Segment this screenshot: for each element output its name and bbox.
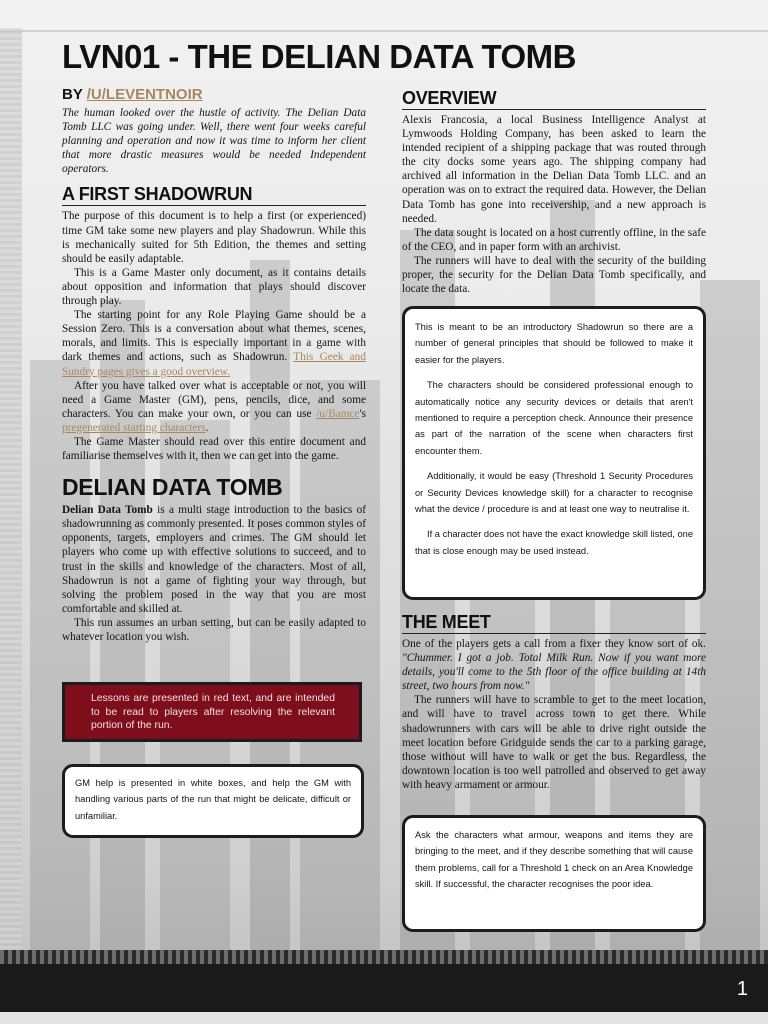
paragraph-text: . — [205, 421, 209, 434]
byline-prefix: BY — [62, 86, 87, 103]
paragraph-text: is a multi stage introduction to the basics of shadowrunning as commonly presented. It poses common styles of opponents, targets, employers and crimes. The GM should let players who come up with effective solutions to succeed, and to trust in the skills and knowledge of the characters. Most of all, Shadowrun is not a game of fighting your way through, but solving the problem posed in the way that you are most comfortable and skilled at. — [62, 504, 366, 615]
bold-title: Delian Data Tomb — [62, 504, 153, 517]
heading-the-meet: THE MEET — [402, 612, 706, 634]
paragraph: The data sought is located on a host currently offline, in the safe of the CEO, and in paper form with an archivist. — [402, 226, 706, 253]
intro-flavor-text: The human looked over the hustle of activity. The Delian Data Tomb LLC was going under. Well, there went four weeks careful planning and operation and now it was time to inform her client that more drastic measures would be needed Independent operators. — [62, 107, 366, 176]
paragraph: The runners will have to scramble to get to the meet location, and will have to travel across town to get there. While shadowrunners with cars will be able to drive right outside the meet location before Gridguide sends the car to a parking garage, those without will have to walk or get the bus. Regardless, the downtown location is too well patrolled and observed to get away with heavy armament or armour. — [402, 694, 706, 791]
paragraph: The Game Master should read over this entire document and familiarise themselves with it, then we can get into the game. — [62, 435, 366, 463]
paragraph-text: One of the players gets a call from a fixer they know sort of ok. — [402, 638, 706, 650]
pregenerated-characters-link[interactable]: pregenerated starting characters — [62, 421, 206, 434]
footer-stripe — [0, 950, 768, 964]
lessons-red-box — [62, 682, 362, 742]
paragraph: The runners will have to deal with the security of the building proper, the security for the Delian Data Tomb specifically, and locate the data. — [402, 254, 706, 296]
heading-overview: OVERVIEW — [402, 88, 706, 110]
gm-box-text: GM help is presented in white boxes, and help the GM with handling various parts of the run that might be delicate, difficult or unfamiliar. — [75, 778, 351, 821]
fixer-quote: "Chummer. I got a job. Total Milk Run. Now if you want more details, you'll come to the 5th floor of the office building at 14th street, two hours from now." — [402, 652, 706, 693]
document-title: LVN01 - THE DELIAN DATA TOMB — [62, 38, 576, 75]
paragraph — [402, 637, 706, 693]
principles-paragraph: The characters should be considered professional enough to automatically notice any security devices or details that aren't mentioned to require a perception check. Announce their presence as part of the narration of the scene when characters first encounter them. — [415, 380, 693, 456]
principles-box — [402, 306, 706, 600]
principles-paragraph: Additionally, it would be easy (Threshold 1 Security Procedures or Security Devices knowledge skill) for a character to recognise what the device / procedure is and at least one way to neutralise it. — [415, 471, 693, 515]
geek-and-sundry-link[interactable]: This Geek and Sundry pages gives a good overview. — [62, 351, 366, 378]
gm-help-box — [62, 764, 364, 838]
footer-bottom-edge — [0, 1012, 768, 1024]
byline — [62, 86, 366, 104]
page-number: 1 — [736, 978, 748, 1000]
the-meet-section — [402, 612, 706, 792]
paragraph: This is a Game Master only document, as it contains details about opposition and information that plays should discover through play. — [62, 266, 366, 308]
right-column — [402, 88, 706, 296]
paragraph — [62, 379, 366, 435]
top-strip — [0, 0, 768, 32]
principles-paragraph: This is meant to be an introductory Shadowrun so there are a number of general principles that should be followed to make it easier for the players. — [415, 322, 693, 365]
paragraph: This run assumes an urban setting, but can be easily adapted to whatever location you wish. — [62, 616, 366, 643]
ask-box-text: Ask the characters what armour, weapons and items they are bringing to the meet, and if they describe something that will cause them problems, call for a Threshold 1 check on an Area Knowledge skill. If successful, the character recognises the poor idea. — [415, 830, 693, 890]
red-box-text: Lessons are presented in red text, and are intended to be read to players after resolving the relevant portion of the run. — [91, 693, 335, 732]
paragraph: Alexis Francosia, a local Business Intelligence Analyst at Lymwoods Holding Company, has been asked to learn the intended recipient of a shipping package that was routed through the city docks some years ago. The shipping company had archived all information in the Delian Data Tomb LLC. and an operation was on to extract the required data. However, the Delian Data Tomb has gone into receivership, and a new approach is needed. — [402, 114, 706, 225]
heading-delian-data-tomb: DELIAN DATA TOMB — [62, 474, 283, 501]
paragraph-text: 's — [359, 407, 366, 420]
author-link[interactable]: /U/LEVENTNOIR — [86, 86, 203, 103]
left-column — [62, 86, 366, 644]
left-margin-bar — [0, 28, 22, 958]
ask-characters-box — [402, 815, 706, 932]
bamce-link[interactable]: /u/Bamce — [316, 407, 360, 420]
paragraph-text: The starting point for any Role Playing Game should be a Session Zero. This is a conversation about what themes, scenes, morals, and limits. This is especially important in a game with dark themes and actions, such as Shadowrun. — [62, 309, 366, 364]
paragraph-text: After you have talked over what is acceptable or not, you will need a Game Master (GM), pens, pencils, dice, and some characters. You can make your own, or you can use — [62, 379, 366, 420]
paragraph — [62, 503, 366, 616]
paragraph: The purpose of this document is to help a first (or experienced) time GM take some new players and play Shadowrun. While this is mechanically suited for 5th Edition, the themes and setting should be easily adaptable. — [62, 210, 366, 265]
heading-first-shadowrun: A FIRST SHADOWRUN — [62, 184, 366, 206]
paragraph — [62, 308, 366, 378]
principles-paragraph: If a character does not have the exact knowledge skill listed, one that is close enough may be used instead. — [415, 529, 693, 556]
